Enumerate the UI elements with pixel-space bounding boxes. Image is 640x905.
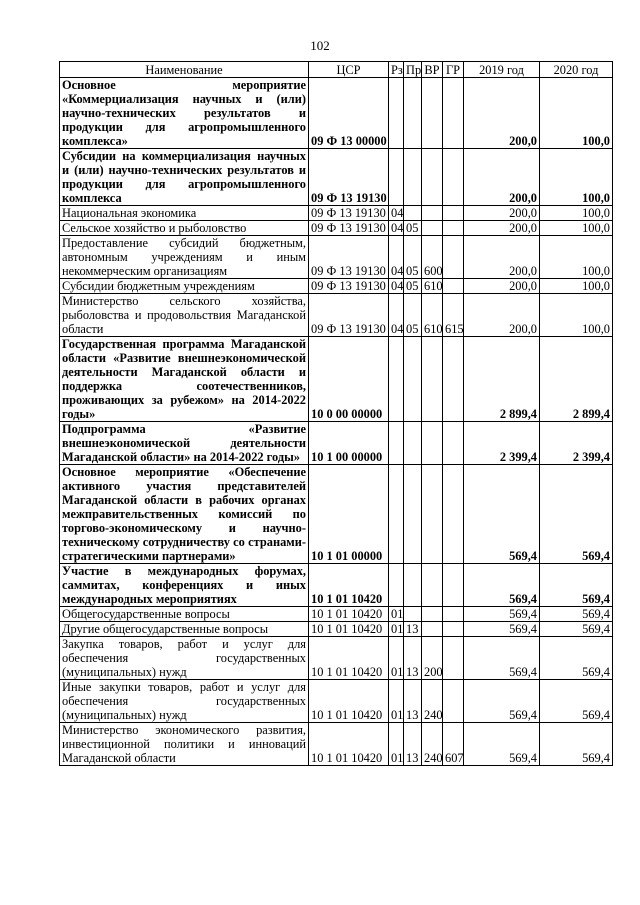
cell-vr <box>422 149 443 206</box>
cell-name: Субсидии на коммерциализация научных и (или) научно-технических результатов и продукции для агропромышленного комплекса <box>60 149 309 206</box>
cell-gr <box>443 622 464 637</box>
cell-vr <box>422 607 443 622</box>
table-row <box>60 637 613 680</box>
page-number: 102 <box>310 38 330 53</box>
cell-vr <box>422 337 443 422</box>
cell-y2020: 569,4 <box>540 637 613 680</box>
cell-gr <box>443 422 464 465</box>
cell-y2020: 2 399,4 <box>540 422 613 465</box>
cell-y2020: 100,0 <box>540 294 613 337</box>
cell-pr: 05 <box>404 221 422 236</box>
cell-vr <box>422 206 443 221</box>
cell-y2020: 100,0 <box>540 78 613 149</box>
cell-vr <box>422 465 443 564</box>
cell-pr: 13 <box>404 637 422 680</box>
cell-gr <box>443 236 464 279</box>
header-pr: Пр <box>404 62 422 78</box>
cell-y2019: 569,4 <box>464 622 540 637</box>
cell-name: Другие общегосударственные вопросы <box>60 622 309 637</box>
table-row <box>60 78 613 149</box>
cell-y2019: 200,0 <box>464 236 540 279</box>
table-row <box>60 206 613 221</box>
cell-y2019: 569,4 <box>464 723 540 766</box>
header-2020: 2020 год <box>540 62 613 78</box>
cell-name: Закупка товаров, работ и услуг для обеспечения государственных (муниципальных) нужд <box>60 637 309 680</box>
cell-name: Основное мероприятие «Коммерциализация научных и (или) научно-технических результатов и продукции для агропромышленного комплекса» <box>60 78 309 149</box>
cell-rz: 04 <box>389 206 404 221</box>
table-row <box>60 221 613 236</box>
cell-pr <box>404 149 422 206</box>
cell-pr <box>404 206 422 221</box>
cell-rz <box>389 78 404 149</box>
cell-csr: 10 1 01 10420 <box>309 622 389 637</box>
header-vr: ВР <box>422 62 443 78</box>
cell-y2019: 200,0 <box>464 294 540 337</box>
cell-name: Предоставление субсидий бюджетным, автономным учреждениям и иным некоммерческим организациям <box>60 236 309 279</box>
cell-gr <box>443 607 464 622</box>
cell-gr <box>443 465 464 564</box>
cell-csr: 09 Ф 13 19130 <box>309 206 389 221</box>
cell-csr: 09 Ф 13 19130 <box>309 149 389 206</box>
cell-name: Общегосударственные вопросы <box>60 607 309 622</box>
cell-csr: 10 1 01 00000 <box>309 465 389 564</box>
cell-rz: 01 <box>389 723 404 766</box>
cell-y2019: 200,0 <box>464 206 540 221</box>
cell-y2019: 200,0 <box>464 279 540 294</box>
cell-y2020: 569,4 <box>540 680 613 723</box>
cell-rz: 04 <box>389 221 404 236</box>
cell-pr: 13 <box>404 723 422 766</box>
cell-gr <box>443 206 464 221</box>
cell-csr: 10 1 00 00000 <box>309 422 389 465</box>
cell-gr: 607 <box>443 723 464 766</box>
cell-gr <box>443 637 464 680</box>
cell-name: Подпрограмма «Развитие внешнеэкономической деятельности Магаданской области» на 2014-2022 годы» <box>60 422 309 465</box>
cell-rz <box>389 465 404 564</box>
table-row <box>60 149 613 206</box>
cell-y2019: 569,4 <box>464 637 540 680</box>
cell-rz: 01 <box>389 680 404 723</box>
cell-rz: 01 <box>389 637 404 680</box>
cell-pr <box>404 78 422 149</box>
cell-name: Основное мероприятие «Обеспечение активного участия представителей Магаданской области в рабочих органах межправительственных комиссий по торгово-экономическому и научно-техническому сотрудничеству со странами-стратегическими партнерами» <box>60 465 309 564</box>
cell-y2019: 569,4 <box>464 607 540 622</box>
cell-csr: 10 1 01 10420 <box>309 680 389 723</box>
cell-vr: 240 <box>422 723 443 766</box>
table-row <box>60 680 613 723</box>
header-name: Наименование <box>60 62 309 78</box>
cell-rz <box>389 149 404 206</box>
cell-y2019: 569,4 <box>464 564 540 607</box>
cell-vr <box>422 78 443 149</box>
table-row <box>60 723 613 766</box>
table-row <box>60 294 613 337</box>
cell-rz: 01 <box>389 607 404 622</box>
cell-pr <box>404 465 422 564</box>
cell-csr: 09 Ф 13 00000 <box>309 78 389 149</box>
cell-gr <box>443 337 464 422</box>
cell-rz: 04 <box>389 294 404 337</box>
cell-name: Иные закупки товаров, работ и услуг для обеспечения государственных (муниципальных) нужд <box>60 680 309 723</box>
cell-name: Национальная экономика <box>60 206 309 221</box>
cell-rz: 01 <box>389 622 404 637</box>
cell-name: Сельское хозяйство и рыболовство <box>60 221 309 236</box>
table-header-row <box>60 62 613 78</box>
cell-rz: 04 <box>389 236 404 279</box>
cell-rz <box>389 422 404 465</box>
cell-y2020: 569,4 <box>540 622 613 637</box>
cell-y2019: 569,4 <box>464 680 540 723</box>
cell-y2019: 2 899,4 <box>464 337 540 422</box>
table-row <box>60 337 613 422</box>
cell-gr <box>443 221 464 236</box>
table-row <box>60 564 613 607</box>
cell-y2020: 100,0 <box>540 236 613 279</box>
cell-pr <box>404 564 422 607</box>
cell-pr: 13 <box>404 622 422 637</box>
table-row <box>60 465 613 564</box>
cell-pr <box>404 337 422 422</box>
cell-csr: 09 Ф 13 19130 <box>309 294 389 337</box>
cell-y2020: 569,4 <box>540 564 613 607</box>
budget-table <box>59 61 613 766</box>
header-rz: Рз <box>389 62 404 78</box>
cell-gr <box>443 680 464 723</box>
cell-pr: 05 <box>404 236 422 279</box>
header-csr: ЦСР <box>309 62 389 78</box>
cell-vr: 200 <box>422 637 443 680</box>
cell-y2020: 569,4 <box>540 723 613 766</box>
cell-pr: 05 <box>404 279 422 294</box>
cell-y2020: 569,4 <box>540 607 613 622</box>
cell-csr: 09 Ф 13 19130 <box>309 221 389 236</box>
cell-name: Министерство сельского хозяйства, рыболовства и продовольствия Магаданской области <box>60 294 309 337</box>
cell-pr <box>404 422 422 465</box>
cell-rz: 04 <box>389 279 404 294</box>
cell-vr <box>422 622 443 637</box>
cell-gr: 615 <box>443 294 464 337</box>
cell-pr <box>404 607 422 622</box>
cell-y2019: 200,0 <box>464 221 540 236</box>
cell-gr <box>443 78 464 149</box>
cell-y2019: 2 399,4 <box>464 422 540 465</box>
cell-csr: 09 Ф 13 19130 <box>309 279 389 294</box>
cell-vr <box>422 422 443 465</box>
header-2019: 2019 год <box>464 62 540 78</box>
cell-csr: 09 Ф 13 19130 <box>309 236 389 279</box>
cell-name: Государственная программа Магаданской области «Развитие внешнеэкономической деятельности Магаданской области и поддержка соотечественников, проживающих за рубежом» на 2014-2022 годы» <box>60 337 309 422</box>
table-row <box>60 422 613 465</box>
cell-pr: 13 <box>404 680 422 723</box>
table-row <box>60 279 613 294</box>
cell-name: Субсидии бюджетным учреждениям <box>60 279 309 294</box>
cell-name: Министерство экономического развития, инвестиционной политики и инноваций Магаданской области <box>60 723 309 766</box>
cell-csr: 10 1 01 10420 <box>309 637 389 680</box>
cell-csr: 10 1 01 10420 <box>309 607 389 622</box>
cell-name: Участие в международных форумах, саммитах, конференциях и иных международных мероприятиях <box>60 564 309 607</box>
cell-vr: 610 <box>422 279 443 294</box>
cell-y2019: 569,4 <box>464 465 540 564</box>
cell-vr <box>422 221 443 236</box>
cell-rz <box>389 564 404 607</box>
cell-vr: 240 <box>422 680 443 723</box>
cell-y2019: 200,0 <box>464 78 540 149</box>
cell-gr <box>443 564 464 607</box>
cell-gr <box>443 279 464 294</box>
cell-csr: 10 0 00 00000 <box>309 337 389 422</box>
header-gr: ГР <box>443 62 464 78</box>
cell-y2020: 100,0 <box>540 149 613 206</box>
table-row <box>60 607 613 622</box>
cell-y2020: 2 899,4 <box>540 337 613 422</box>
cell-vr <box>422 564 443 607</box>
cell-y2020: 569,4 <box>540 465 613 564</box>
table-row <box>60 236 613 279</box>
cell-pr: 05 <box>404 294 422 337</box>
cell-rz <box>389 337 404 422</box>
cell-y2020: 100,0 <box>540 279 613 294</box>
cell-csr: 10 1 01 10420 <box>309 564 389 607</box>
cell-gr <box>443 149 464 206</box>
cell-y2020: 100,0 <box>540 206 613 221</box>
cell-vr: 600 <box>422 236 443 279</box>
table-row <box>60 622 613 637</box>
cell-csr: 10 1 01 10420 <box>309 723 389 766</box>
cell-y2019: 200,0 <box>464 149 540 206</box>
cell-y2020: 100,0 <box>540 221 613 236</box>
cell-vr: 610 <box>422 294 443 337</box>
